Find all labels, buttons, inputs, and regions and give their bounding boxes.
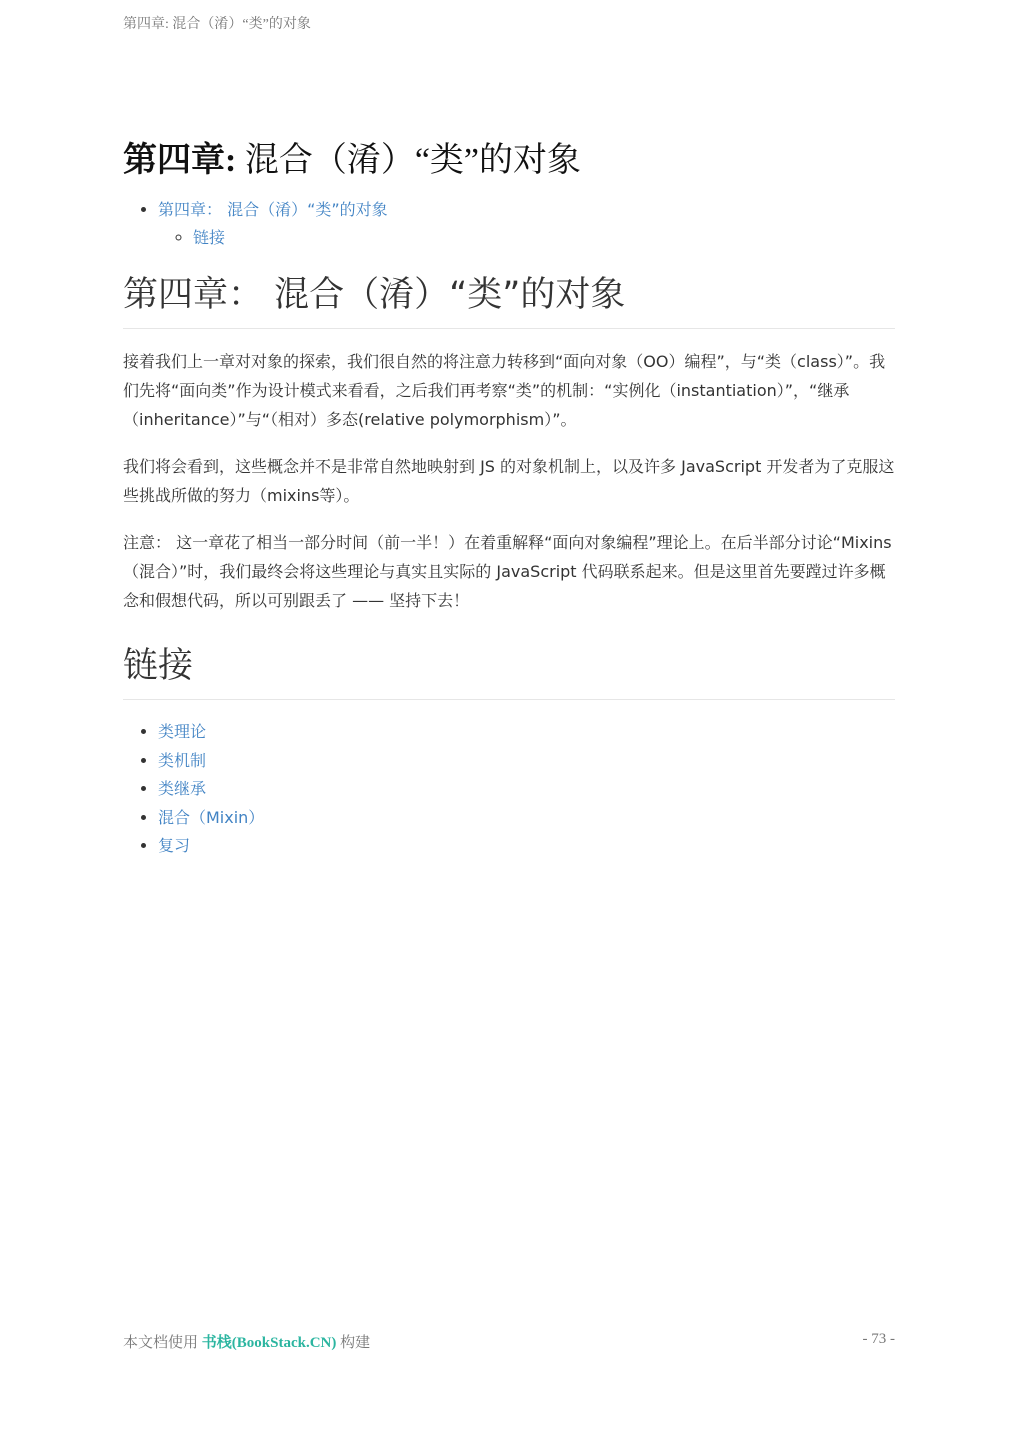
list-item bbox=[158, 747, 895, 776]
toc-item bbox=[158, 196, 895, 252]
link-class-inheritance[interactable]: 类继承 bbox=[158, 779, 207, 798]
footer-brand-link[interactable]: 书栈(BookStack.CN) bbox=[201, 1335, 337, 1351]
toc-sub-item bbox=[193, 224, 895, 252]
link-class-theory[interactable]: 类理论 bbox=[158, 722, 207, 741]
document-title bbox=[123, 138, 895, 184]
title-prefix: 第四章: bbox=[123, 142, 237, 179]
footer-credit bbox=[123, 1331, 370, 1352]
list-item bbox=[158, 832, 895, 861]
link-class-mechanics[interactable]: 类机制 bbox=[158, 750, 207, 770]
section-heading-links: 链接 bbox=[123, 643, 895, 700]
page-number: - 73 - bbox=[862, 1331, 895, 1347]
link-review[interactable]: 复习 bbox=[158, 836, 191, 855]
page-content bbox=[123, 138, 895, 861]
section-heading-chapter: 第四章： 混合（淆）“类”的对象 bbox=[123, 272, 895, 329]
list-item bbox=[158, 804, 895, 833]
toc-link-links[interactable]: 链接 bbox=[193, 228, 226, 247]
table-of-contents bbox=[123, 196, 895, 252]
link-mixin[interactable]: 混合（Mixin） bbox=[158, 807, 265, 827]
paragraph-mapping: 我们将会看到，这些概念并不是非常自然地映射到 JS 的对象机制上，以及许多 JavaScript 开发者为了克服这些挑战所做的努力（mixins等）。 bbox=[123, 457, 895, 505]
list-item bbox=[158, 718, 895, 747]
title-rest: 混合（淆）“类”的对象 bbox=[236, 142, 582, 179]
footer-suffix: 构建 bbox=[336, 1335, 371, 1351]
paragraph-note: 注意： 这一章花了相当一部分时间（前一半！）在着重解释“面向对象编程”理论上。在后半部分讨论“Mixins（混合）”时，我们最终会将这些理论与真实且实际的 JavaScript 代码联系起来。但是这里首先要蹚过许多概念和假想代码，所以可别跟丢了 —— 坚持下去！ bbox=[123, 533, 892, 610]
paragraph-intro: 接着我们上一章对对象的探索，我们很自然的将注意力转移到“面向对象（OO）编程”，与“类（class）”。我们先将“面向类”作为设计模式来看看，之后我们再考察“类”的机制：“实例化（instantiation）”，“继承（inheritance）”与“（相对）多态(relative polymorphism）”。 bbox=[123, 352, 886, 429]
running-header: 第四章: 混合（淆）“类”的对象 bbox=[123, 17, 311, 32]
footer-prefix: 本文档使用 bbox=[123, 1335, 202, 1351]
list-item bbox=[158, 775, 895, 804]
toc-link-chapter[interactable]: 第四章： 混合（淆）“类”的对象 bbox=[158, 200, 388, 219]
links-list bbox=[123, 718, 895, 861]
